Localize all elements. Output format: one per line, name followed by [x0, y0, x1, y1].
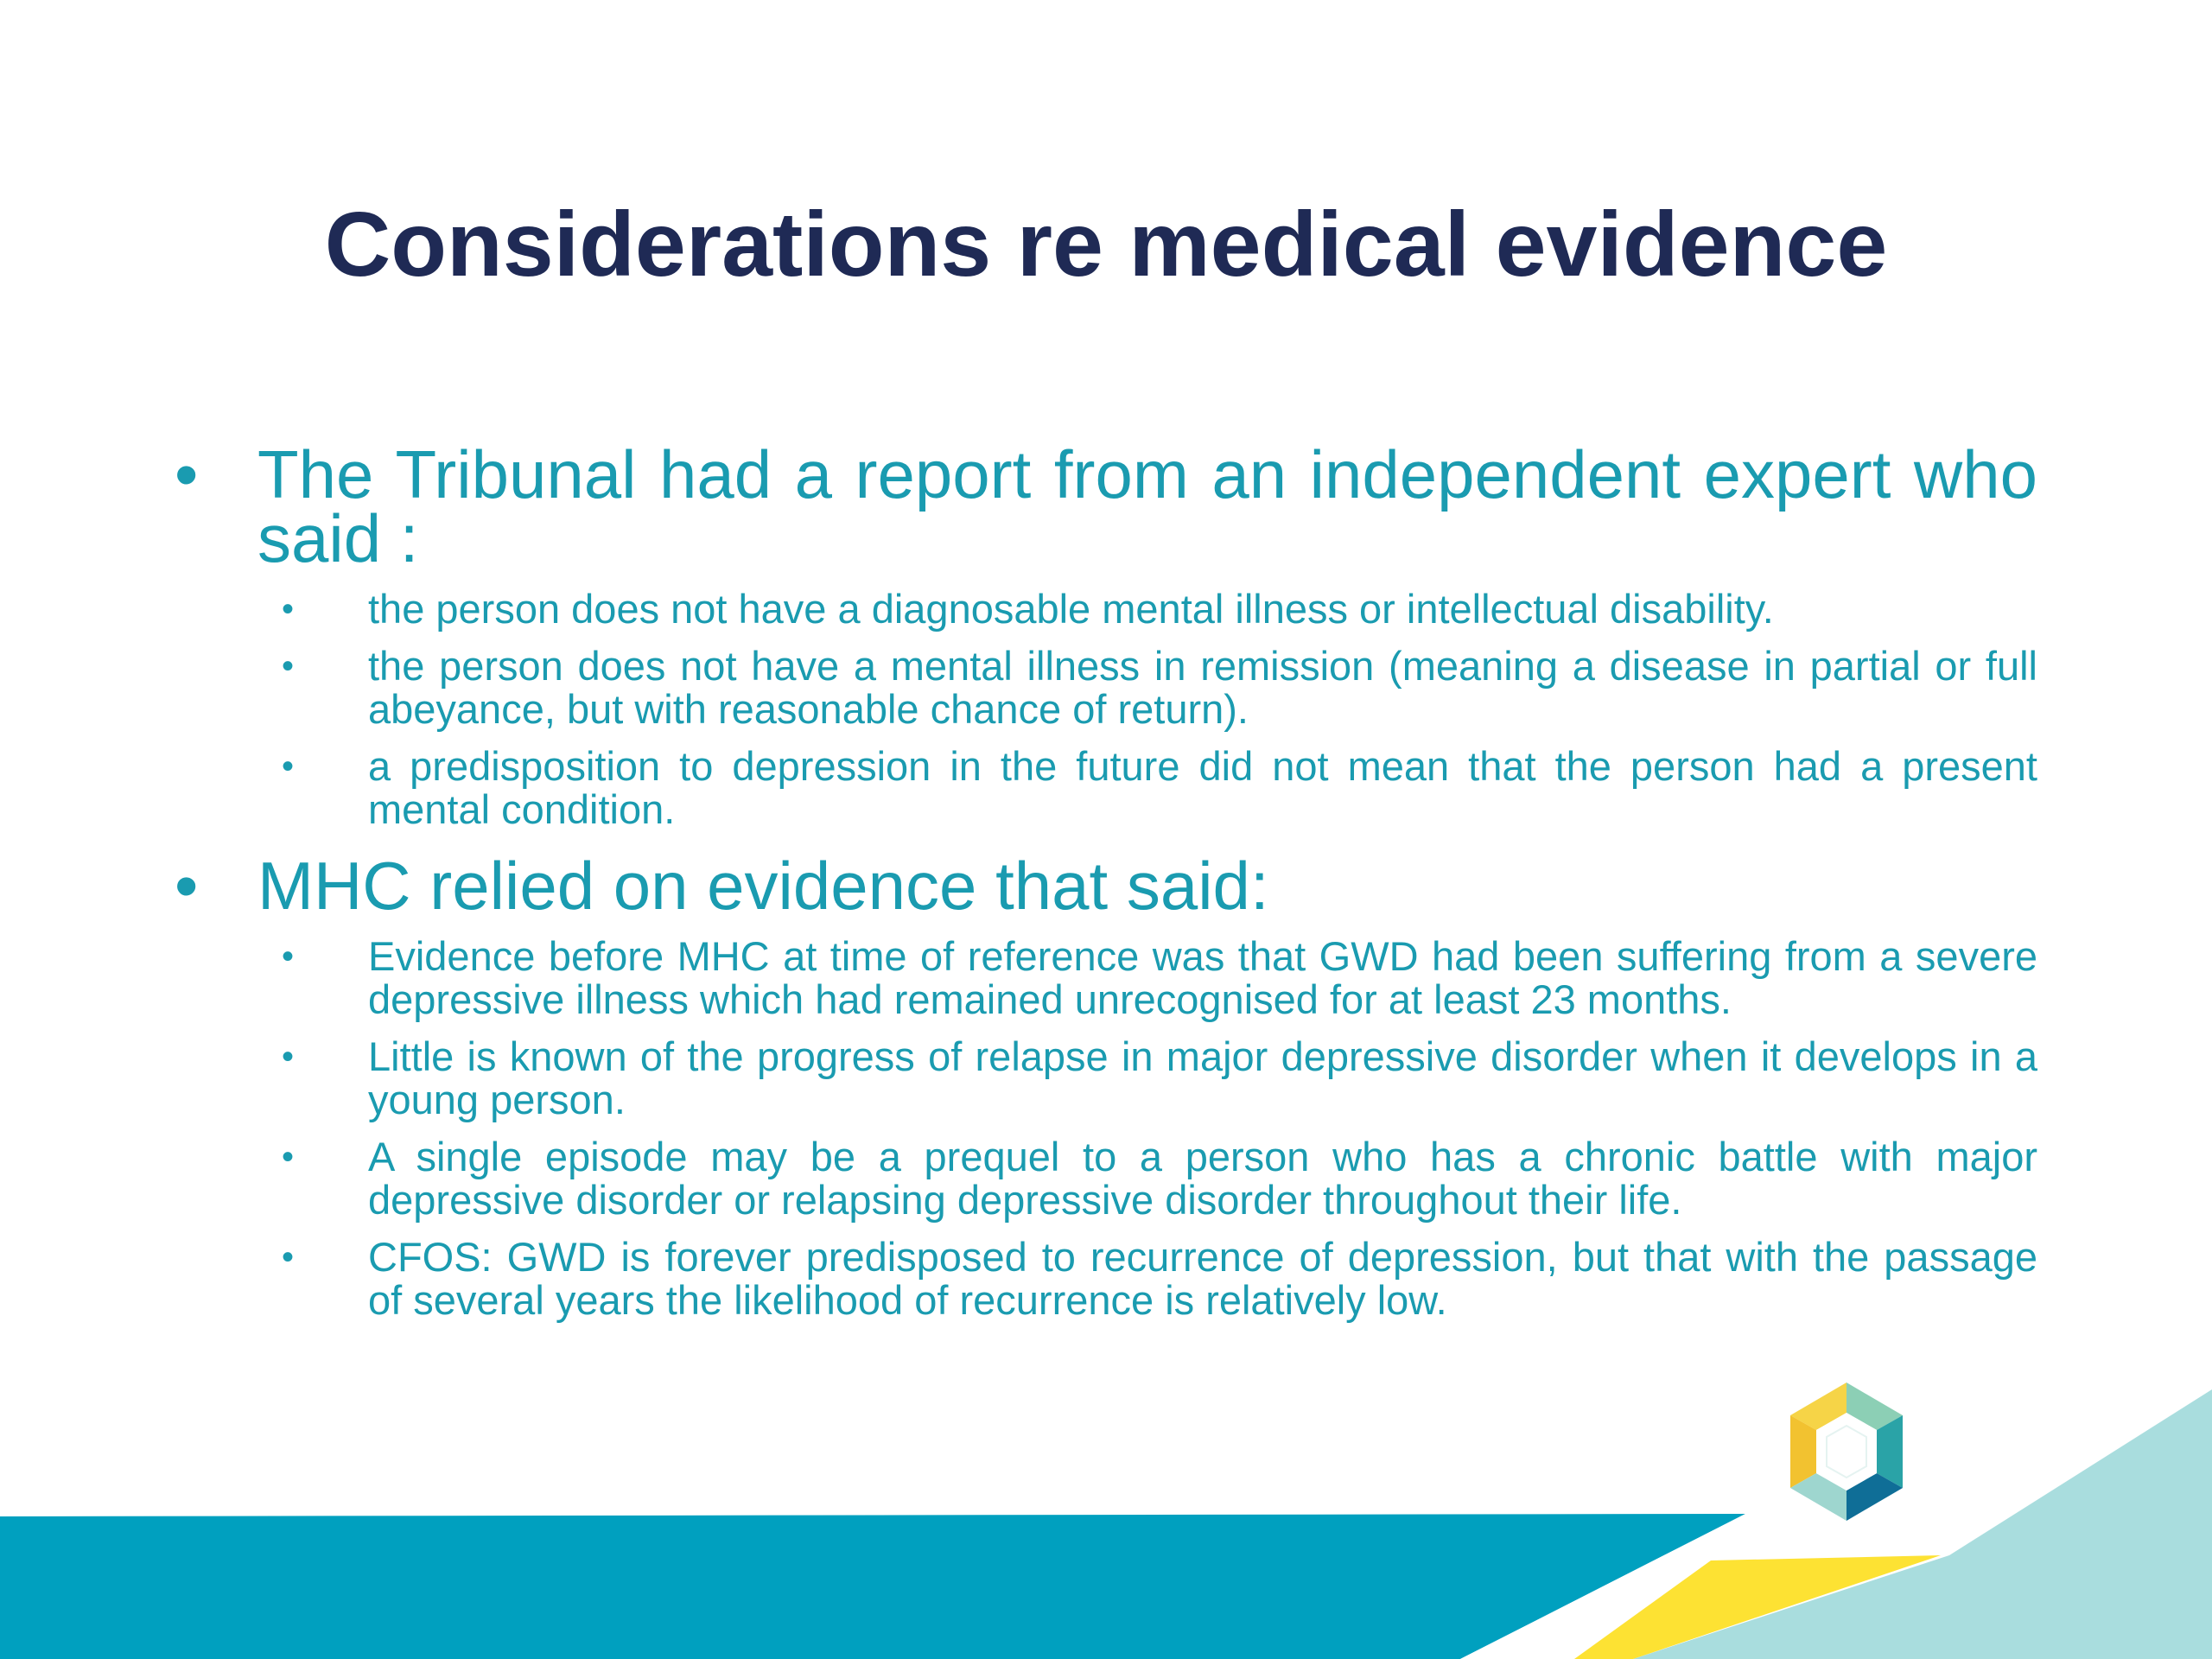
sub-bullet: [164, 1035, 2037, 1122]
bullet-icon: •: [175, 436, 199, 512]
sub-bullet-text: Evidence before MHC at time of reference was that GWD had been suffering from a severe depressive illness which had remained unrecognised for at least 23 months.: [368, 933, 2037, 1022]
sub-bullet-text: the person does not have a diagnosable mental illness or intellectual disability.: [368, 586, 1774, 632]
bullet-tribunal-report: [164, 436, 2037, 576]
sub-bullet: [164, 1135, 2037, 1222]
tribunal-sub-list: [164, 588, 2037, 831]
mhc-sub-list: [164, 935, 2037, 1322]
sub-bullet-text: a predisposition to depression in the future did not mean that the person had a present mental condition.: [368, 743, 2037, 832]
bullet-icon: •: [282, 1238, 295, 1276]
bullet-text: MHC relied on evidence that said:: [257, 848, 1269, 924]
teal-footer-band: [0, 1514, 1745, 1659]
bullet-icon: •: [175, 848, 199, 924]
sub-bullet-text: the person does not have a mental illness in remission (meaning a disease in partial or full abeyance, but with reasonable chance of return).: [368, 643, 2037, 732]
sub-bullet: [164, 935, 2037, 1021]
slide-title: Considerations re medical evidence: [324, 194, 1888, 296]
sub-bullet: [164, 588, 2037, 631]
bullet-text: The Tribunal had a report from an independent expert who said :: [257, 436, 2037, 576]
sub-bullet: [164, 645, 2037, 731]
sub-bullet: [164, 1236, 2037, 1322]
bullet-mhc-evidence: [164, 848, 2037, 924]
sub-bullet-text: CFOS: GWD is forever predisposed to recurrence of depression, but that with the passage of several years the likelihood of recurrence is relatively low.: [368, 1234, 2037, 1323]
slide-content: [164, 436, 2037, 1344]
bullet-icon: •: [282, 1138, 295, 1176]
sub-bullet-text: A single episode may be a prequel to a person who has a chronic battle with major depressive disorder or relapsing depressive disorder throughout their life.: [368, 1134, 2037, 1223]
sub-bullet: [164, 745, 2037, 831]
bullet-icon: •: [282, 1038, 295, 1076]
bullet-icon: •: [282, 647, 295, 685]
bullet-icon: •: [282, 747, 295, 785]
bullet-icon: •: [282, 590, 295, 628]
sub-bullet-text: Little is known of the progress of relapse in major depressive disorder when it develops in a young person.: [368, 1033, 2037, 1122]
hexagon-logo-icon: [1782, 1378, 1911, 1525]
bullet-icon: •: [282, 938, 295, 976]
